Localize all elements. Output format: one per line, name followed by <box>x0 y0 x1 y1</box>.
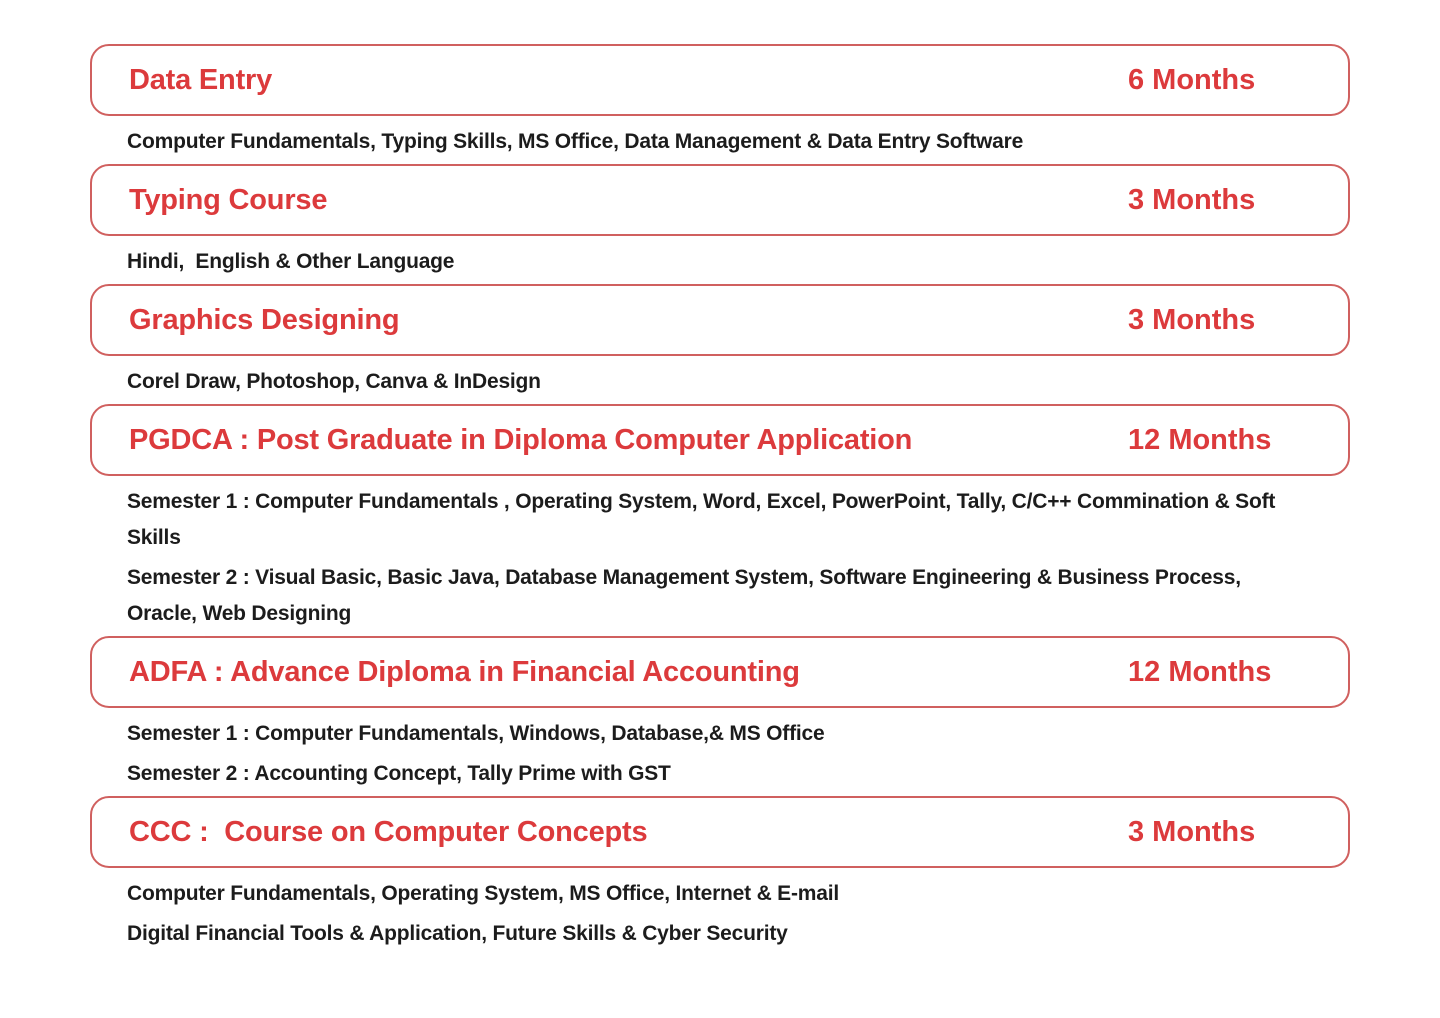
course-section <box>90 284 1350 400</box>
course-header-box <box>90 164 1350 236</box>
course-detail-line: Corel Draw, Photoshop, Canva & InDesign <box>127 370 541 393</box>
course-header-box <box>90 284 1350 356</box>
course-detail-line: Semester 2 : Visual Basic, Basic Java, Database Management System, Software Engineering & Business Process, Oracle, Web Designing <box>127 566 1247 625</box>
course-detail-line: Semester 1 : Computer Fundamentals, Windows, Database,& MS Office <box>127 722 825 745</box>
course-detail-line: Hindi, English & Other Language <box>127 250 455 273</box>
course-detail-line: Computer Fundamentals, Operating System, MS Office, Internet & E-mail <box>127 882 839 905</box>
course-header-box <box>90 404 1350 476</box>
course-title: Data Entry <box>129 63 273 96</box>
course-title: CCC : Course on Computer Concepts <box>129 815 648 848</box>
course-details <box>127 364 1292 400</box>
course-detail-line: Semester 1 : Computer Fundamentals , Operating System, Word, Excel, PowerPoint, Tally, C/C++ Commination & Soft Skills <box>127 490 1281 549</box>
course-detail-line: Computer Fundamentals, Typing Skills, MS Office, Data Management & Data Entry Software <box>127 130 1024 153</box>
course-details <box>127 484 1292 632</box>
course-header-box <box>90 636 1350 708</box>
course-duration: 6 Months <box>1128 63 1256 96</box>
course-title: ADFA : Advance Diploma in Financial Accounting <box>129 655 800 688</box>
course-detail-line: Digital Financial Tools & Application, Future Skills & Cyber Security <box>127 922 788 945</box>
course-title: PGDCA : Post Graduate in Diploma Computer Application <box>129 423 913 456</box>
course-duration: 3 Months <box>1128 183 1256 216</box>
course-details <box>127 716 1292 792</box>
course-header-box <box>90 796 1350 868</box>
course-details <box>127 244 1292 280</box>
course-section <box>90 44 1350 160</box>
course-list <box>90 44 1350 952</box>
course-duration: 3 Months <box>1128 303 1256 336</box>
course-duration: 3 Months <box>1128 815 1256 848</box>
course-details <box>127 876 1292 952</box>
course-section <box>90 636 1350 792</box>
course-section <box>90 404 1350 632</box>
course-title: Typing Course <box>129 183 328 216</box>
course-title: Graphics Designing <box>129 303 400 336</box>
course-header-box <box>90 44 1350 116</box>
course-duration: 12 Months <box>1128 655 1272 688</box>
course-duration: 12 Months <box>1128 423 1272 456</box>
course-details <box>127 124 1292 160</box>
course-section <box>90 164 1350 280</box>
course-section <box>90 796 1350 952</box>
course-detail-line: Semester 2 : Accounting Concept, Tally Prime with GST <box>127 762 671 785</box>
